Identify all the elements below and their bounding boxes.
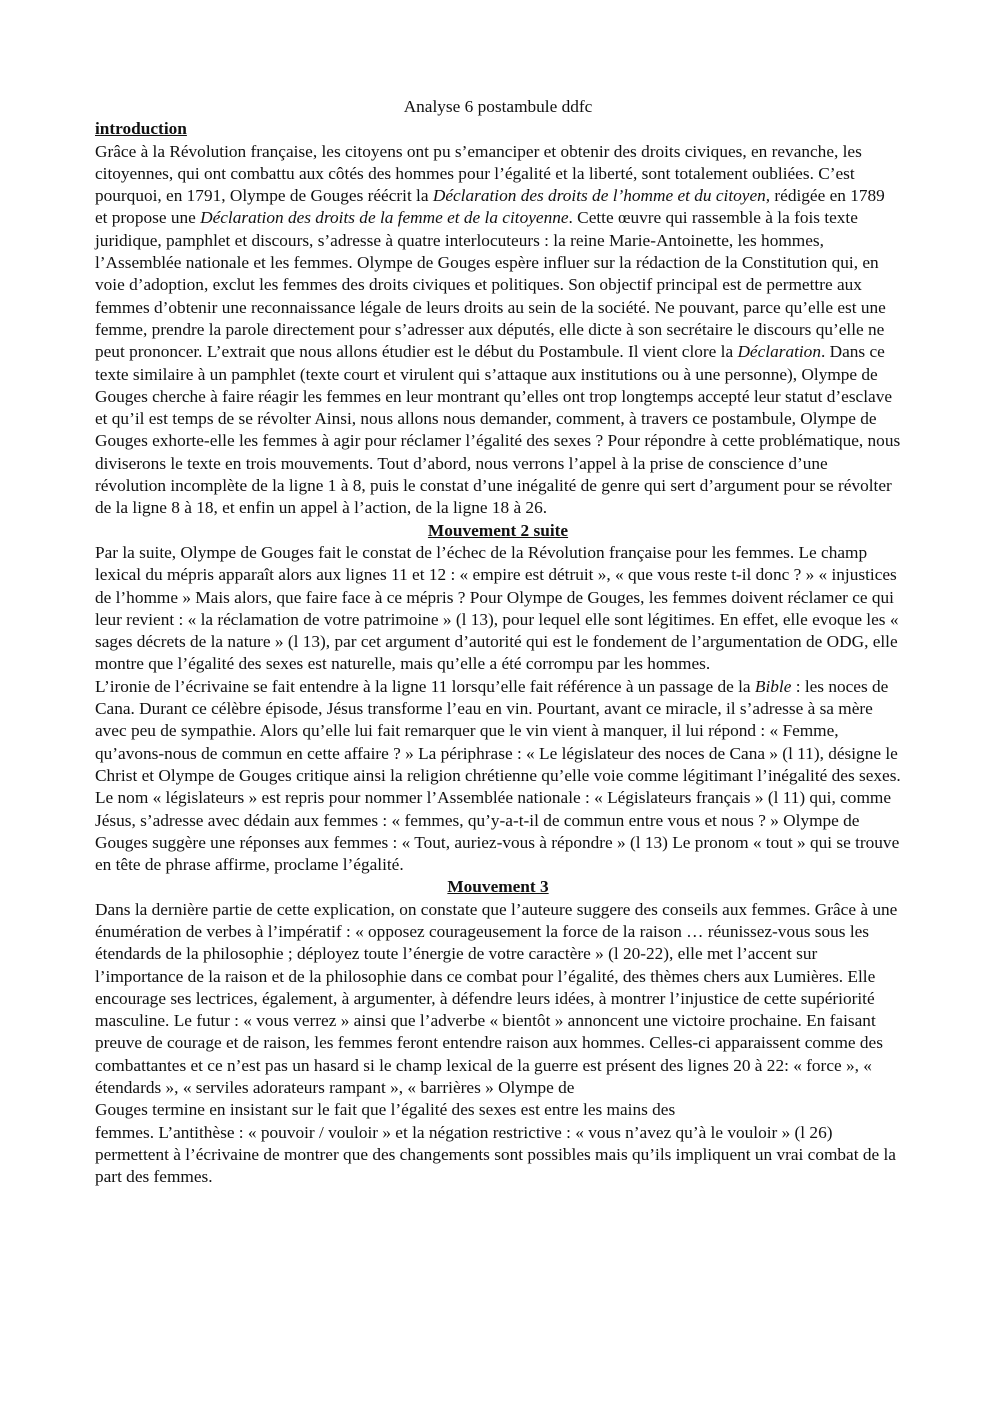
intro-italic-ddhc: Déclaration des droits de l’homme et du citoyen, bbox=[432, 186, 771, 206]
intro-text-3: . Cette œuvre qui rassemble à la fois texte juridique, pamphlet et discours, s’adresse à quatre interlocuteurs : la reine Marie-Antoinette, les hommes, l’Assemblée nationale et les femmes. Olympe de Gouges espère influer sur la rédaction de la Constitution qui, en voie d’adoption, exclut les femmes des droits civiques et politiques. Son objectif principal est de permettre aux femmes d’obtenir une reconnaissance légale de leurs droits au sein de la société. Ne pouvant, parce qu’elle est une femme, prendre la parole directement pour s’adresser aux députés, elle dicte à son secrétaire le discours qu’elle ne peut prononcer. L’extrait que nous allons étudier est le début du Postambule. Il vient clore la bbox=[95, 208, 886, 362]
intro-text-1: Grâce à la Révolution française, les citoyens ont pu s’emanciper et obtenir des droits civiques, en revanche, les citoyennes, qui ont combattu aux côtés des hommes pour l’égalité et la liberté, sont totalement oubliées. C’est pourquoi, en 1791, Olympe de Gouges réécrit la bbox=[95, 141, 862, 206]
m2-text-b: : les noces de Cana. Durant ce célèbre épisode, Jésus transforme l’eau en vin. Pourtant, avant ce miracle, il s’adresse à sa mère avec peu de sympathie. Alors qu’elle lui fait remarquer que le vin vient à manquer, il lui répond : « Femme, qu’avons-nous de commun en cette affaire ? » La périphrase : « Le législateur des noces de Cana » (l 11), désigne le Christ et Olympe de Gouges critique ainsi la religion chrétienne qu’elle voie comme légitimant l’inégalité des sexes. Le nom « législateurs » est repris pour nommer l’Assemblée nationale : « Législateurs français » (l 11) qui, comme Jésus, s’adresse avec dédain aux femmes : « femmes, qu’y-a-t-il de commun entre vous et nous ? » Olympe de Gouges suggère une réponses aux femmes : « Tout, auriez-vous à répondre » (l 13) Le pronom « tout » qui se trouve en tête de phrase affirme, proclame l’égalité. bbox=[95, 676, 901, 875]
document-title: Analyse 6 postambule ddfc bbox=[403, 97, 593, 116]
document-page bbox=[95, 96, 901, 1189]
mouvement-3-paragraph-2: Gouges termine en insistant sur le fait que l’égalité des sexes est entre les mains des bbox=[95, 1100, 676, 1120]
mouvement-2-paragraph-2 bbox=[95, 676, 901, 877]
intro-text-2: rédigée en 1789 et propose une bbox=[95, 186, 885, 228]
m2-text-a: L’ironie de l’écrivaine se fait entendre à la ligne 11 lorsqu’elle fait référence à un passage de la bbox=[95, 676, 755, 696]
mouvement-2-paragraph-1: Par la suite, Olympe de Gouges fait le constat de l’échec de la Révolution française pour les femmes. Le champ lexical du mépris apparaît alors aux lignes 11 et 12 : « empire est détruit », « que vous reste t-il donc ? » « injustices de l’homme » Mais alors, que faire face à ce mépris ? Pour Olympe de Gouges, les femmes doivent réclamer ce qui leur revient : « la réclamation de votre patrimoine » (l 13), pour lequel elle sont légitimes. En effet, elle evoque les « sages décrets de la nature » (l 13), par cet argument d’autorité qui est le fondement de l’argumentation de ODG, elle montre que l’égalité des sexes est naturelle, mais qu’elle a été corrompu par les hommes. bbox=[95, 542, 899, 674]
introduction-heading: introduction bbox=[95, 119, 187, 139]
mouvement-3-paragraph-1: Dans la dernière partie de cette explication, on constate que l’auteure suggere des conseils aux femmes. Grâce à une énumération de verbes à l’impératif : « opposez courageusement la force de la raison … réunissez-vous sous les étendards de la philosophie ; déployez toute l’énergie de votre caractère » (l 20-22), elle met l’accent sur l’importance de la raison et de la philosophie dans ce combat pour l’égalité, des thèmes chers aux Lumières. Elle encourage ses lectrices, également, à argumenter, à défendre leurs idées, à montrer l’injustice de cette supériorité masculine. Le futur : « vous verrez » ainsi que l’adverbe « bientôt » annoncent une victoire prochaine. En faisant preuve de courage et de raison, les femmes feront entendre raison aux hommes. Celles-ci apparaissent comme des combattantes et ce n’est pas un hasard si le champ lexical de la guerre est présent des lignes 20 à 22: « force », « étendards », « serviles adorateurs rampant », « barrières » Olympe de bbox=[95, 899, 898, 1098]
introduction-paragraph bbox=[95, 141, 901, 520]
mouvement-3-paragraph-3: femmes. L’antithèse : « pouvoir / vouloir » et la négation restrictive : « vous n’avez qu’à le vouloir » (l 26) permettent à l’écrivaine de montrer que des changements sont possibles mais qu’ils impliquent un vrai combat de la part des femmes. bbox=[95, 1122, 896, 1187]
m2-italic-bible: Bible bbox=[754, 676, 792, 696]
intro-italic-declaration: Déclaration bbox=[737, 342, 821, 362]
intro-italic-ddfc: Déclaration des droits de la femme et de la citoyenne bbox=[200, 208, 569, 228]
mouvement-2-heading: Mouvement 2 suite bbox=[427, 520, 569, 540]
mouvement-3-heading: Mouvement 3 bbox=[447, 877, 549, 897]
intro-text-4: . Dans ce texte similaire à un pamphlet (texte court et virulent qui s’attaque aux institutions ou à une personne), Olympe de Gouges cherche à faire réagir les femmes en leur montrant qu’elles ont trop longtemps accepté leur statut d’esclave et qu’il est temps de se révolter Ainsi, nous allons nous demander, comment, à travers ce postambule, Olympe de Gouges exhorte-elle les femmes à agir pour réclamer l’égalité des sexes ? Pour répondre à cette problématique, nous diviserons le texte en trois mouvements. Tout d’abord, nous verrons l’appel à la prise de conscience d’une révolution incomplète de la ligne 1 à 8, puis le constat d’une inégalité de genre qui sert d’argument pour se révolter de la ligne 8 à 18, et enfin un appel à l’action, de la ligne 18 à 26. bbox=[95, 342, 901, 518]
